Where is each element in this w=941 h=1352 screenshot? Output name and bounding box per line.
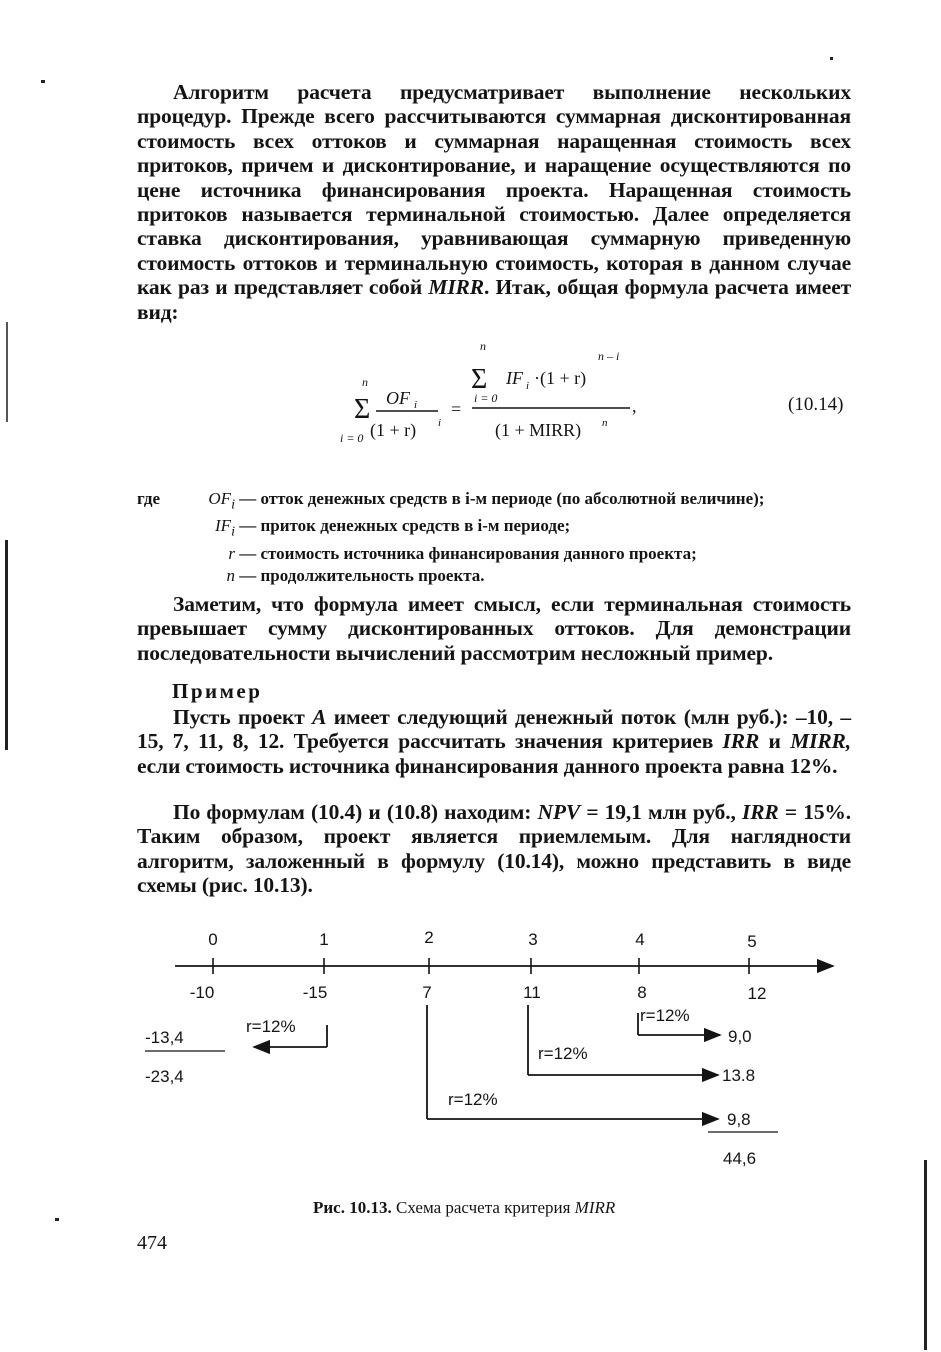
sum-lower: i = 0 xyxy=(340,431,364,445)
period-label: 4 xyxy=(635,930,645,949)
right-numerator-sub: i xyxy=(526,380,530,392)
paragraph3-text: имеет следующий денежный поток (млн руб.): –10, –15, 7, 11, 8, 12. Требуется рассчитать значения критериев xyxy=(137,705,851,754)
formula-10-14 xyxy=(340,338,860,450)
period-label: 1 xyxy=(319,930,329,949)
definitions-lead: где xyxy=(137,489,161,508)
sum-upper: n xyxy=(362,375,368,389)
paragraph4-text: По формулам (10.4) и (10.8) находим: xyxy=(173,800,532,824)
definition-row xyxy=(137,488,764,515)
paragraph4-text: = 15%. Таким образом, проект является приемлемым. Для наглядности алгоритм, заложенный в формулу (10.14), можно представить в виде схемы (рис. 10.13). xyxy=(137,800,852,898)
right-denominator: (1 + MIRR) xyxy=(495,420,582,440)
example-heading: Пример xyxy=(172,679,263,703)
terminal-value: 44,6 xyxy=(723,1149,757,1168)
paragraph3-text: Пусть проект xyxy=(173,705,305,729)
definition-symbol: $OF_i$ xyxy=(208,489,235,513)
right-numerator: IF xyxy=(506,368,523,388)
paragraph-result xyxy=(137,800,851,898)
figure-caption xyxy=(313,1198,615,1218)
caption-label: Рис. 10.13. xyxy=(313,1198,392,1217)
rate-label: r=12% xyxy=(640,1006,690,1025)
definition-text: — отток денежных средств в i-м периоде (по абсолютной величине); xyxy=(239,489,765,508)
project-name: A xyxy=(312,705,327,729)
formula-number: (10.14) xyxy=(788,394,844,415)
definition-text: — стоимость источника финансирования данного проекта; xyxy=(239,543,697,563)
paragraph-algorithm xyxy=(137,80,851,324)
right-sum-lower: i = 0 xyxy=(474,391,498,405)
right-denominator-sup: n xyxy=(602,417,608,429)
scan-mark xyxy=(6,322,8,422)
right-sum-upper: n xyxy=(480,339,486,353)
equals-sign: = xyxy=(451,399,462,419)
compounded-value: 9,8 xyxy=(727,1110,751,1129)
definition-row xyxy=(137,565,764,587)
caption-term: MIRR xyxy=(574,1198,616,1217)
compounded-value: 9,0 xyxy=(728,1027,752,1046)
rate-label: r=12% xyxy=(538,1044,588,1063)
definition-symbol: n xyxy=(226,565,235,585)
definition-text: — приток денежных средств в i-м периоде; xyxy=(239,516,571,536)
scheme-svg xyxy=(130,925,850,1185)
paragraph3-text: и xyxy=(768,729,781,754)
cash-flow-value: 11 xyxy=(523,983,541,1002)
cash-flow-value: 7 xyxy=(422,983,432,1002)
left-numerator: OF xyxy=(386,388,410,408)
caption-text: Схема расчета критерия xyxy=(395,1198,571,1217)
right-sum-sign: Σ xyxy=(471,364,488,395)
formula-definitions xyxy=(137,488,764,587)
discounted-total: -23,4 xyxy=(145,1067,184,1086)
discounted-outflow: -13,4 xyxy=(145,1028,184,1047)
paragraph-remark xyxy=(137,592,851,665)
paragraph2-text: Заметим, что формула имеет смысл, если терминальная стоимость превышает сумму дисконтированных оттоков. Для демонстрации последовательности вычислений рассмотрим несложный пример. xyxy=(137,592,851,665)
scan-mark xyxy=(55,1218,59,1221)
left-denominator-sup: i xyxy=(438,417,442,429)
compounded-value: 13.8 xyxy=(722,1066,756,1085)
left-denominator: (1 + r) xyxy=(370,420,417,440)
right-numerator-rest: ·(1 + r) xyxy=(534,368,587,388)
definition-row xyxy=(137,543,764,565)
paragraph4-text: = 19,1 млн руб., xyxy=(586,800,736,824)
mirr-scheme-figure xyxy=(130,925,850,1190)
sum-sign: Σ xyxy=(354,394,371,425)
definition-symbol: r xyxy=(228,543,235,563)
page-number: 474 xyxy=(137,1232,167,1254)
scan-mark xyxy=(41,80,45,83)
paragraph1-text: Алгоритм расчета предусматривает выполнение нескольких процедур. Прежде всего рассчитываются суммарная дисконтированная стоимость всех оттоков и суммарная наращенная стоимость всех притоков, причем и дисконтирование, и наращение осуществляются по цене источника финансирования проекта. Наращенная стоимость притоков называется терминальной стоимостью. Далее определяется ставка дисконтирования, уравнивающая суммарную приведенную стоимость оттоков и терминальную стоимость, которая в данном случае как раз и представляет собой xyxy=(137,80,851,300)
formula-svg xyxy=(340,338,860,450)
paragraph1-tail: . Итак, общая формула расчета имеет вид: xyxy=(137,275,851,324)
irr-term: IRR xyxy=(742,800,779,824)
left-numerator-sub: i xyxy=(414,399,418,411)
period-label: 5 xyxy=(747,932,757,951)
irr-term: IRR xyxy=(722,729,760,754)
period-label: 0 xyxy=(208,930,218,949)
formula-comma: , xyxy=(632,396,637,416)
mirr-term: MIRR xyxy=(428,275,484,300)
definition-row xyxy=(137,515,764,542)
definition-symbol: $IF_i$ xyxy=(215,516,235,540)
paragraph3-text: если стоимость источника финансирования данного проекта равна 12%. xyxy=(137,753,838,778)
mirr-term: MIRR, xyxy=(790,729,851,754)
cash-flow-value: -10 xyxy=(189,983,215,1002)
right-numerator-sup: n – i xyxy=(598,349,620,363)
cash-flow-value: 12 xyxy=(747,984,767,1003)
rate-label: r=12% xyxy=(448,1090,498,1109)
npv-term: NPV xyxy=(537,800,581,824)
scan-mark xyxy=(924,1160,927,1350)
rate-label: r=12% xyxy=(246,1017,296,1036)
scan-mark xyxy=(830,57,833,60)
period-label: 3 xyxy=(528,930,538,949)
paragraph-example xyxy=(137,705,851,778)
definition-text: — продолжительность проекта. xyxy=(239,565,485,585)
cash-flow-value: 8 xyxy=(637,983,647,1002)
cash-flow-value: -15 xyxy=(302,983,328,1002)
period-label: 2 xyxy=(424,928,434,947)
scan-mark xyxy=(5,540,8,750)
